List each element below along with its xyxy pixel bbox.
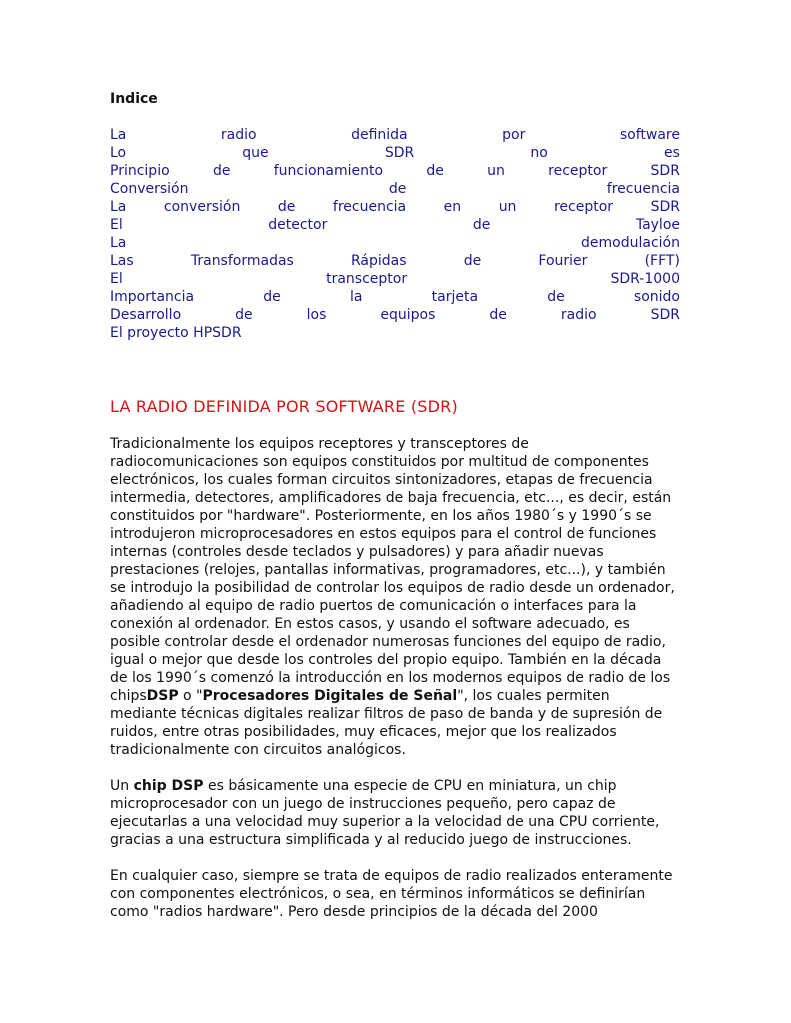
page-content <box>110 90 680 920</box>
paragraph: En cualquier caso, siempre se trata de equipos de radio realizados enteramente con componentes electrónicos, o sea, en términos informáticos se definirían como "radios hardware". Pero desde principios de la década del 2000 <box>110 868 673 920</box>
section-heading: LA RADIO DEFINIDA POR SOFTWARE (SDR) <box>110 397 458 416</box>
toc-entry[interactable]: El proyecto HPSDR <box>110 325 242 341</box>
toc-entry[interactable]: Importancia de la tarjeta de sonido <box>110 289 680 305</box>
toc-entry[interactable]: Lo que SDR no es <box>110 145 680 161</box>
toc-entry[interactable]: Las Transformadas Rápidas de Fourier (FFT) <box>110 253 680 269</box>
toc-entry[interactable]: La radio definida por software <box>110 127 680 143</box>
paragraph: Tradicionalmente los equipos receptores y transceptores de radiocomunicaciones son equipos constituidos por multitud de componentes electrónicos, los cuales forman circuitos sintonizadores, etapas de frecuencia intermedia, detectores, amplificadores de baja frecuencia, etc..., es decir, están constituidos por "hardware". Posteriormente, en los años 1980´s y 1990´s se introdujeron microprocesadores en estos equipos para el control de funciones internas (controles desde teclados y pulsadores) y para añadir nuevas prestaciones (relojes, pantallas informativas, programadores, etc...), y también se introdujo la posibilidad de controlar los equipos de radio desde un ordenador, añadiendo al equipo de radio puertos de comunicación o interfaces para la conexión al ordenador. En estos casos, y usando el software adecuado, es posible controlar desde el ordenador numerosas funciones del equipo de radio, igual o mejor que desde los controles del propio equipo. También en la década de los 1990´s comenzó la introducción en los modernos equipos de radio de los chipsDSP o "Procesadores Digitales de Señal", los cuales permiten mediante técnicas digitales realizar filtros de paso de banda y de supresión de ruidos, entre otras posibilidades, muy eficaces, mejor que los realizados tradicionalmente con circuitos analógicos. <box>110 436 675 758</box>
toc-entry[interactable]: Principio de funcionamiento de un receptor SDR <box>110 163 680 179</box>
toc-entry[interactable]: El transceptor SDR-1000 <box>110 271 680 287</box>
toc-entry[interactable]: Conversión de frecuencia <box>110 181 680 197</box>
index-title: Indice <box>110 91 158 107</box>
toc-entry[interactable]: Desarrollo de los equipos de radio SDR <box>110 307 680 323</box>
table-of-contents <box>110 126 680 342</box>
paragraph: Un chip DSP es básicamente una especie de CPU en miniatura, un chip microprocesador con un juego de instrucciones pequeño, pero capaz de ejecutarlas a una velocidad muy superior a la velocidad de una CPU corriente, gracias a una estructura simplificada y al reducido juego de instrucciones. <box>110 778 660 848</box>
toc-entry[interactable]: El detector de Tayloe <box>110 217 680 233</box>
section-body <box>110 435 680 939</box>
toc-entry[interactable]: La demodulación <box>110 235 680 251</box>
toc-entry[interactable]: La conversión de frecuencia en un receptor SDR <box>110 199 680 215</box>
